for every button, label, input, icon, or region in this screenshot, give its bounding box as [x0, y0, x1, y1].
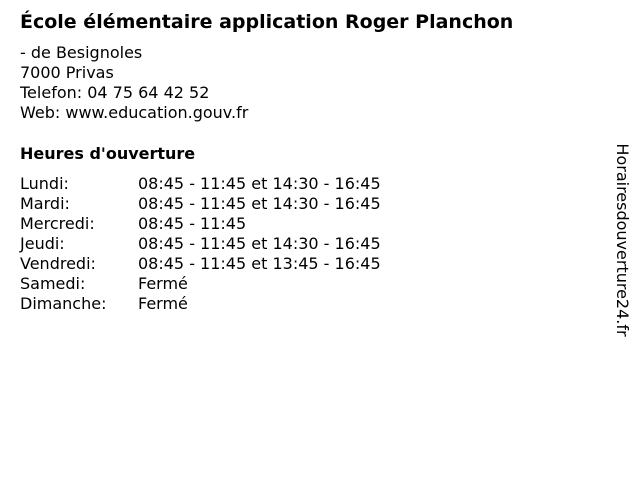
hours-row-sunday [20, 294, 381, 314]
hours-row-tuesday [20, 194, 381, 214]
address-street: - de Besignoles [20, 43, 143, 62]
day-hours: 08:45 - 11:45 et 14:30 - 16:45 [138, 234, 381, 253]
opening-hours-title: Heures d'ouverture [20, 144, 196, 163]
day-label: Vendredi: [20, 254, 96, 273]
hours-row-saturday [20, 274, 381, 294]
day-hours: 08:45 - 11:45 et 14:30 - 16:45 [138, 174, 381, 193]
website: Web: www.education.gouv.fr [20, 103, 249, 122]
hours-row-wednesday [20, 214, 381, 234]
address-city: 7000 Privas [20, 63, 114, 82]
day-label: Mercredi: [20, 214, 95, 233]
address-block [20, 43, 248, 123]
day-hours: 08:45 - 11:45 et 13:45 - 16:45 [138, 254, 381, 273]
day-hours: Fermé [138, 274, 188, 293]
opening-hours-table [20, 174, 381, 314]
day-label: Mardi: [20, 194, 70, 213]
site-watermark: Horairesdouverture24.fr [613, 143, 632, 337]
day-label: Lundi: [20, 174, 69, 193]
phone-number: Telefon: 04 75 64 42 52 [20, 83, 210, 102]
hours-row-thursday [20, 234, 381, 254]
hours-row-friday [20, 254, 381, 274]
day-hours: 08:45 - 11:45 [138, 214, 247, 233]
hours-row-monday [20, 174, 381, 194]
day-label: Dimanche: [20, 294, 107, 313]
day-label: Jeudi: [20, 234, 65, 253]
day-hours: Fermé [138, 294, 188, 313]
day-label: Samedi: [20, 274, 86, 293]
page-title: École élémentaire application Roger Planchon [20, 11, 514, 33]
day-hours: 08:45 - 11:45 et 14:30 - 16:45 [138, 194, 381, 213]
